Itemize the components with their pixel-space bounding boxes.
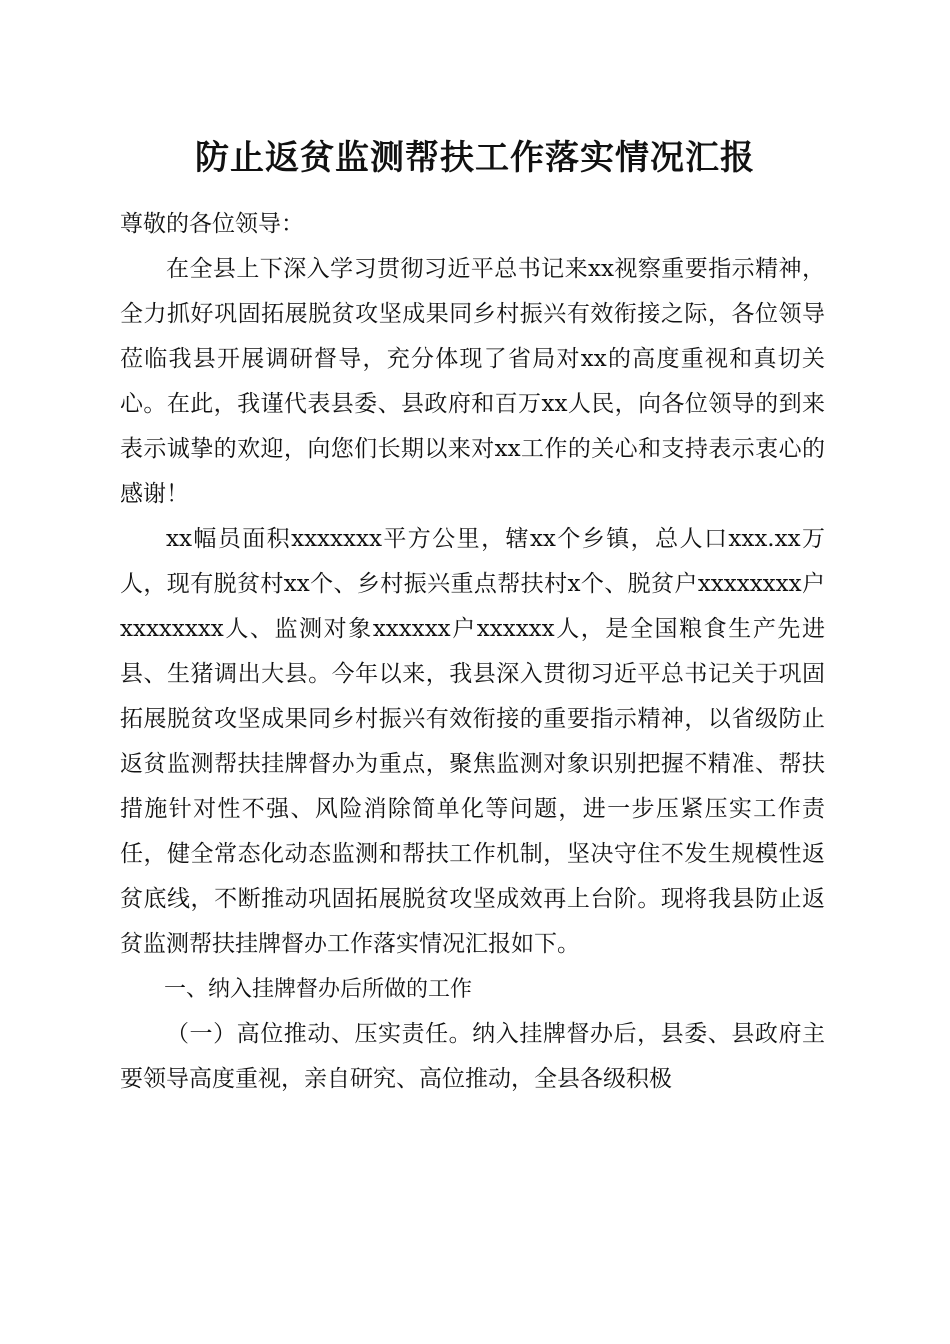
document-body	[120, 202, 825, 1102]
paragraph-intro: 在全县上下深入学习贯彻习近平总书记来xx视察重要指示精神，全力抓好巩固拓展脱贫攻坚成果同乡村振兴有效衔接之际，各位领导莅临我县开展调研督导，充分体现了省局对xx的高度重视和真切关心。在此，我谨代表县委、县政府和百万xx人民，向各位领导的到来表示诚挚的欢迎，向您们长期以来对xx工作的关心和支持表示衷心的感谢！	[120, 256, 825, 507]
paragraph-overview: xx幅员面积xxxxxxx平方公里，辖xx个乡镇，总人口xxx.xx万人，现有脱贫村xx个、乡村振兴重点帮扶村x个、脱贫户xxxxxxxx户xxxxxxxx人、监测对象xxxxxx户xxxxxx人，是全国粮食生产先进县、生猪调出大县。今年以来，我县深入贯彻习近平总书记关于巩固拓展脱贫攻坚成果同乡村振兴有效衔接的重要指示精神，以省级防止返贫监测帮扶挂牌督办为重点，聚焦监测对象识别把握不精准、帮扶措施针对性不强、风险消除简单化等问题，进一步压紧压实工作责任，健全常态化动态监测和帮扶工作机制，坚决守住不发生规模性返贫底线，不断推动巩固拓展脱贫攻坚成效再上台阶。现将我县防止返贫监测帮扶挂牌督办工作落实情况汇报如下。	[120, 526, 825, 957]
salutation: 尊敬的各位领导：	[120, 211, 304, 237]
document-title: 防止返贫监测帮扶工作落实情况汇报	[195, 138, 755, 178]
subsection-paragraph: （一）高位推动、压实责任。纳入挂牌督办后，县委、县政府主要领导高度重视，亲自研究、高位推动，全县各级积极	[120, 1021, 825, 1092]
section-heading: 一、纳入挂牌督办后所做的工作	[164, 977, 473, 1002]
